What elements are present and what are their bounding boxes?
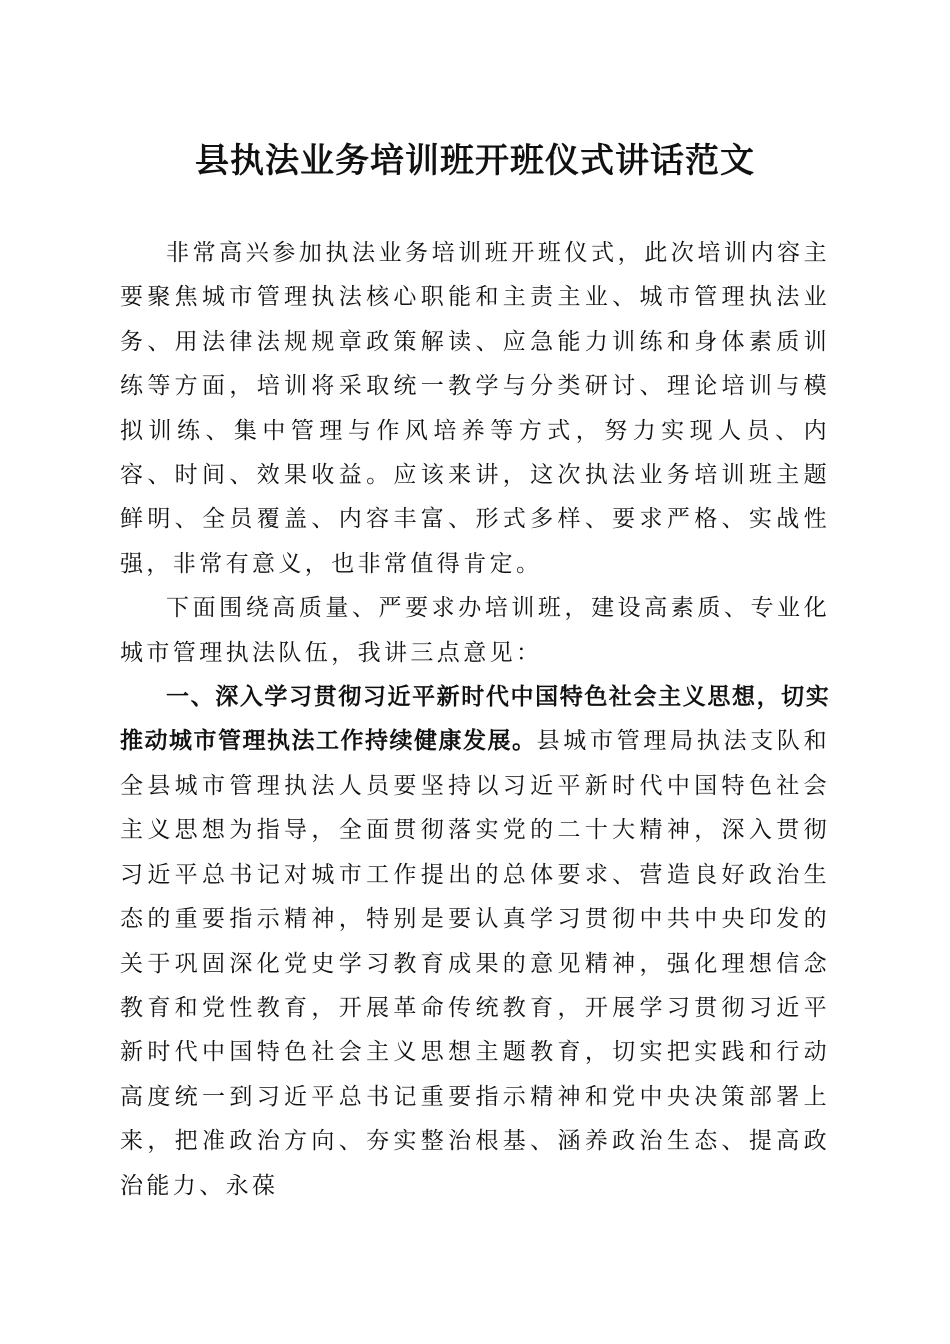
paragraph-overview-text: 下面围绕高质量、严要求办培训班，建设高素质、专业化城市管理执法队伍，我讲三点意见：: [120, 595, 830, 666]
paragraph-intro-text: 非常高兴参加执法业务培训班开班仪式，此次培训内容主要聚焦城市管理执法核心职能和主责主业、城市管理执法业务、用法律法规规章政策解读、应急能力训练和身体素质训练等方面，培训将采取统一教学与分类研讨、理论培训与模拟训练、集中管理与作风培养等方式，努力实现人员、内容、时间、效果收益。应该来讲，这次执法业务培训班主题鲜明、全员覆盖、内容丰富、形式多样、要求严格、实战性强，非常有意义，也非常值得肯定。: [120, 240, 830, 577]
paragraph-section-one: [120, 675, 830, 1208]
paragraph-overview: [120, 586, 830, 675]
document-body: [120, 231, 830, 1208]
paragraph-intro: [120, 231, 830, 586]
document-title: 县执法业务培训班开班仪式讲话范文: [195, 141, 755, 181]
section-one-heading: 一、深入学习贯彻习近平新时代中国特色社会主义思想，切实推动城市管理执法工作持续健康发展。: [120, 684, 830, 755]
section-one-text: 县城市管理局执法支队和全县城市管理执法人员要坚持以习近平新时代中国特色社会主义思想为指导，全面贯彻落实党的二十大精神，深入贯彻习近平总书记对城市工作提出的总体要求、营造良好政治生态的重要指示精神，特别是要认真学习贯彻中共中央印发的关于巩固深化党史学习教育成果的意见精神，强化理想信念教育和党性教育，开展革命传统教育，开展学习贯彻习近平新时代中国特色社会主义思想主题教育，切实把实践和行动高度统一到习近平总书记重要指示精神和党中央决策部署上来，把准政治方向、夯实整治根基、涵养政治生态、提高政治能力、永葆: [120, 728, 830, 1199]
